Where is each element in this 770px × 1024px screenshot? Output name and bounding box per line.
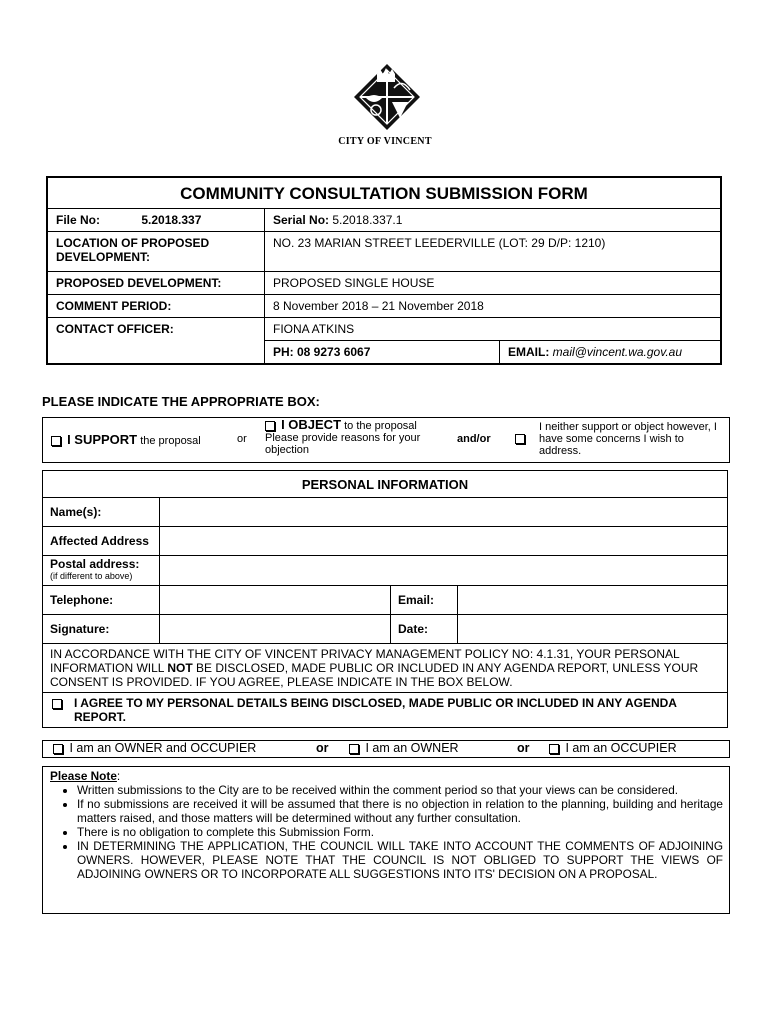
- note-item: • Written submissions to the City are to be received within the comment period so that your views can be considered.: [77, 783, 723, 797]
- proposed-label: PROPOSED DEVELOPMENT:: [47, 272, 265, 295]
- note-item: • If no submissions are received it will be assumed that there is no objection in relation to the planning, building and heritage matters raised, and those matters will be determined without any further consultation.: [77, 797, 723, 825]
- please-note-heading-row: [43, 767, 729, 783]
- privacy-part1: IN ACCORDANCE WITH THE CITY OF VINCENT PRIVACY MANAGEMENT POLICY NO: 4.1.31, YOUR PERSONAL INFORMATION WILL: [50, 647, 680, 675]
- neither-checkbox[interactable]: [515, 434, 525, 444]
- please-note-list: [43, 783, 729, 881]
- postal-address-note: (if different to above): [50, 571, 133, 581]
- owner-occupier-checkbox[interactable]: [53, 744, 63, 754]
- form-title: COMMUNITY CONSULTATION SUBMISSION FORM: [47, 177, 721, 209]
- privacy-part2: BE DISCLOSED, MADE PUBLIC OR INCLUDED IN ANY AGENDA REPORT, UNLESS YOUR CONSENT IS PROVIDED. IF YOU AGREE, PLEASE INDICATE IN THE BOX BELOW.: [50, 661, 699, 689]
- location-label: LOCATION OF PROPOSED DEVELOPMENT:: [47, 232, 265, 272]
- telephone-field[interactable]: [160, 586, 391, 615]
- serial-no-cell: [265, 209, 722, 232]
- agree-checkbox[interactable]: [52, 699, 62, 709]
- personal-title: PERSONAL INFORMATION: [43, 471, 728, 498]
- postal-address-field[interactable]: [160, 556, 728, 586]
- postal-address-label: Postal address:: [50, 557, 140, 571]
- owner-text: I am an OWNER: [365, 741, 459, 755]
- neither-text: I neither support or object however, I have some concerns I wish to address.: [539, 421, 717, 457]
- comment-period-value: 8 November 2018 – 21 November 2018: [265, 295, 722, 318]
- email-field[interactable]: [458, 586, 728, 615]
- phone-value: PH: 08 9273 6067: [265, 341, 500, 365]
- support-object-box: [42, 417, 730, 463]
- telephone-label: Telephone:: [43, 586, 160, 615]
- affected-address-label: Affected Address: [43, 527, 160, 556]
- or-2: or: [316, 741, 329, 755]
- names-field[interactable]: [160, 498, 728, 527]
- note-item: • There is no obligation to complete this Submission Form.: [77, 825, 723, 839]
- signature-field[interactable]: [160, 615, 391, 644]
- signature-label: Signature:: [43, 615, 160, 644]
- privacy-statement: [43, 644, 728, 693]
- file-no-label: File No:: [56, 213, 100, 227]
- please-note-heading: Please Note: [50, 769, 117, 783]
- indicate-heading: PLEASE INDICATE THE APPROPRIATE BOX:: [42, 394, 320, 409]
- date-field[interactable]: [458, 615, 728, 644]
- serial-no-value: 5.2018.337.1: [332, 213, 403, 227]
- note-item: • IN DETERMINING THE APPLICATION, THE COUNCIL WILL TAKE INTO ACCOUNT THE COMMENTS OF ADJOINING OWNERS. HOWEVER, PLEASE NOTE THAT THE COUNCIL IS NOT OBLIGED TO SUPPORT THE VIEWS OF ADJOINING OWNERS OR TO INCORPORATE ALL SUGGESTIONS INTO ITS' DECISION ON A PROPOSAL.: [77, 839, 723, 881]
- ownership-row: [42, 740, 730, 758]
- support-checkbox[interactable]: [51, 436, 61, 446]
- organisation-name: CITY OF VINCENT: [338, 136, 432, 147]
- occupier-checkbox[interactable]: [549, 744, 559, 754]
- file-no-cell: [47, 209, 265, 232]
- support-rest: the proposal: [140, 435, 201, 447]
- personal-information-table: [42, 470, 728, 728]
- email-cell: [500, 341, 722, 365]
- names-label: Name(s):: [43, 498, 160, 527]
- owner-occupier-text: I am an OWNER and OCCUPIER: [69, 741, 257, 755]
- contact-officer-label: CONTACT OFFICER:: [47, 318, 265, 365]
- object-rest: to the proposal: [344, 420, 417, 432]
- object-option[interactable]: [265, 419, 443, 456]
- owner-occupier-option[interactable]: [53, 741, 256, 755]
- support-option[interactable]: [51, 432, 201, 447]
- serial-no-label: Serial No:: [273, 213, 330, 227]
- comment-period-label: COMMENT PERIOD:: [47, 295, 265, 318]
- email-value: mail@vincent.wa.gov.au: [552, 345, 683, 359]
- support-strong: I SUPPORT: [67, 432, 138, 447]
- privacy-not: NOT: [167, 661, 193, 675]
- object-note: Please provide reasons for your objection: [265, 432, 421, 456]
- email-label: EMAIL:: [508, 345, 550, 359]
- agree-option[interactable]: [43, 693, 728, 728]
- contact-officer-value: FIONA ATKINS: [265, 318, 722, 341]
- affected-address-field[interactable]: [160, 527, 728, 556]
- occupier-option[interactable]: [549, 741, 677, 755]
- date-label: Date:: [391, 615, 458, 644]
- or-3: or: [517, 741, 530, 755]
- file-no-value: 5.2018.337: [141, 213, 202, 227]
- postal-address-cell: [43, 556, 160, 586]
- please-note-colon: :: [116, 769, 121, 783]
- object-checkbox[interactable]: [265, 421, 275, 431]
- occupier-text: I am an OCCUPIER: [565, 741, 677, 755]
- location-value: NO. 23 MARIAN STREET LEEDERVILLE (LOT: 29 D/P: 1210): [265, 232, 722, 272]
- form-header-table: [46, 176, 722, 365]
- email-field-label: Email:: [391, 586, 458, 615]
- owner-option[interactable]: [349, 741, 459, 755]
- please-note-box: [42, 766, 730, 914]
- owner-checkbox[interactable]: [349, 744, 359, 754]
- or-1: or: [237, 433, 247, 445]
- object-strong: I OBJECT: [281, 417, 342, 432]
- andor: and/or: [457, 433, 491, 445]
- city-crest-logo: [352, 62, 422, 132]
- proposed-value: PROPOSED SINGLE HOUSE: [265, 272, 722, 295]
- agree-text: I AGREE TO MY PERSONAL DETAILS BEING DISCLOSED, MADE PUBLIC OR INCLUDED IN ANY AGENDA REPORT.: [74, 696, 677, 724]
